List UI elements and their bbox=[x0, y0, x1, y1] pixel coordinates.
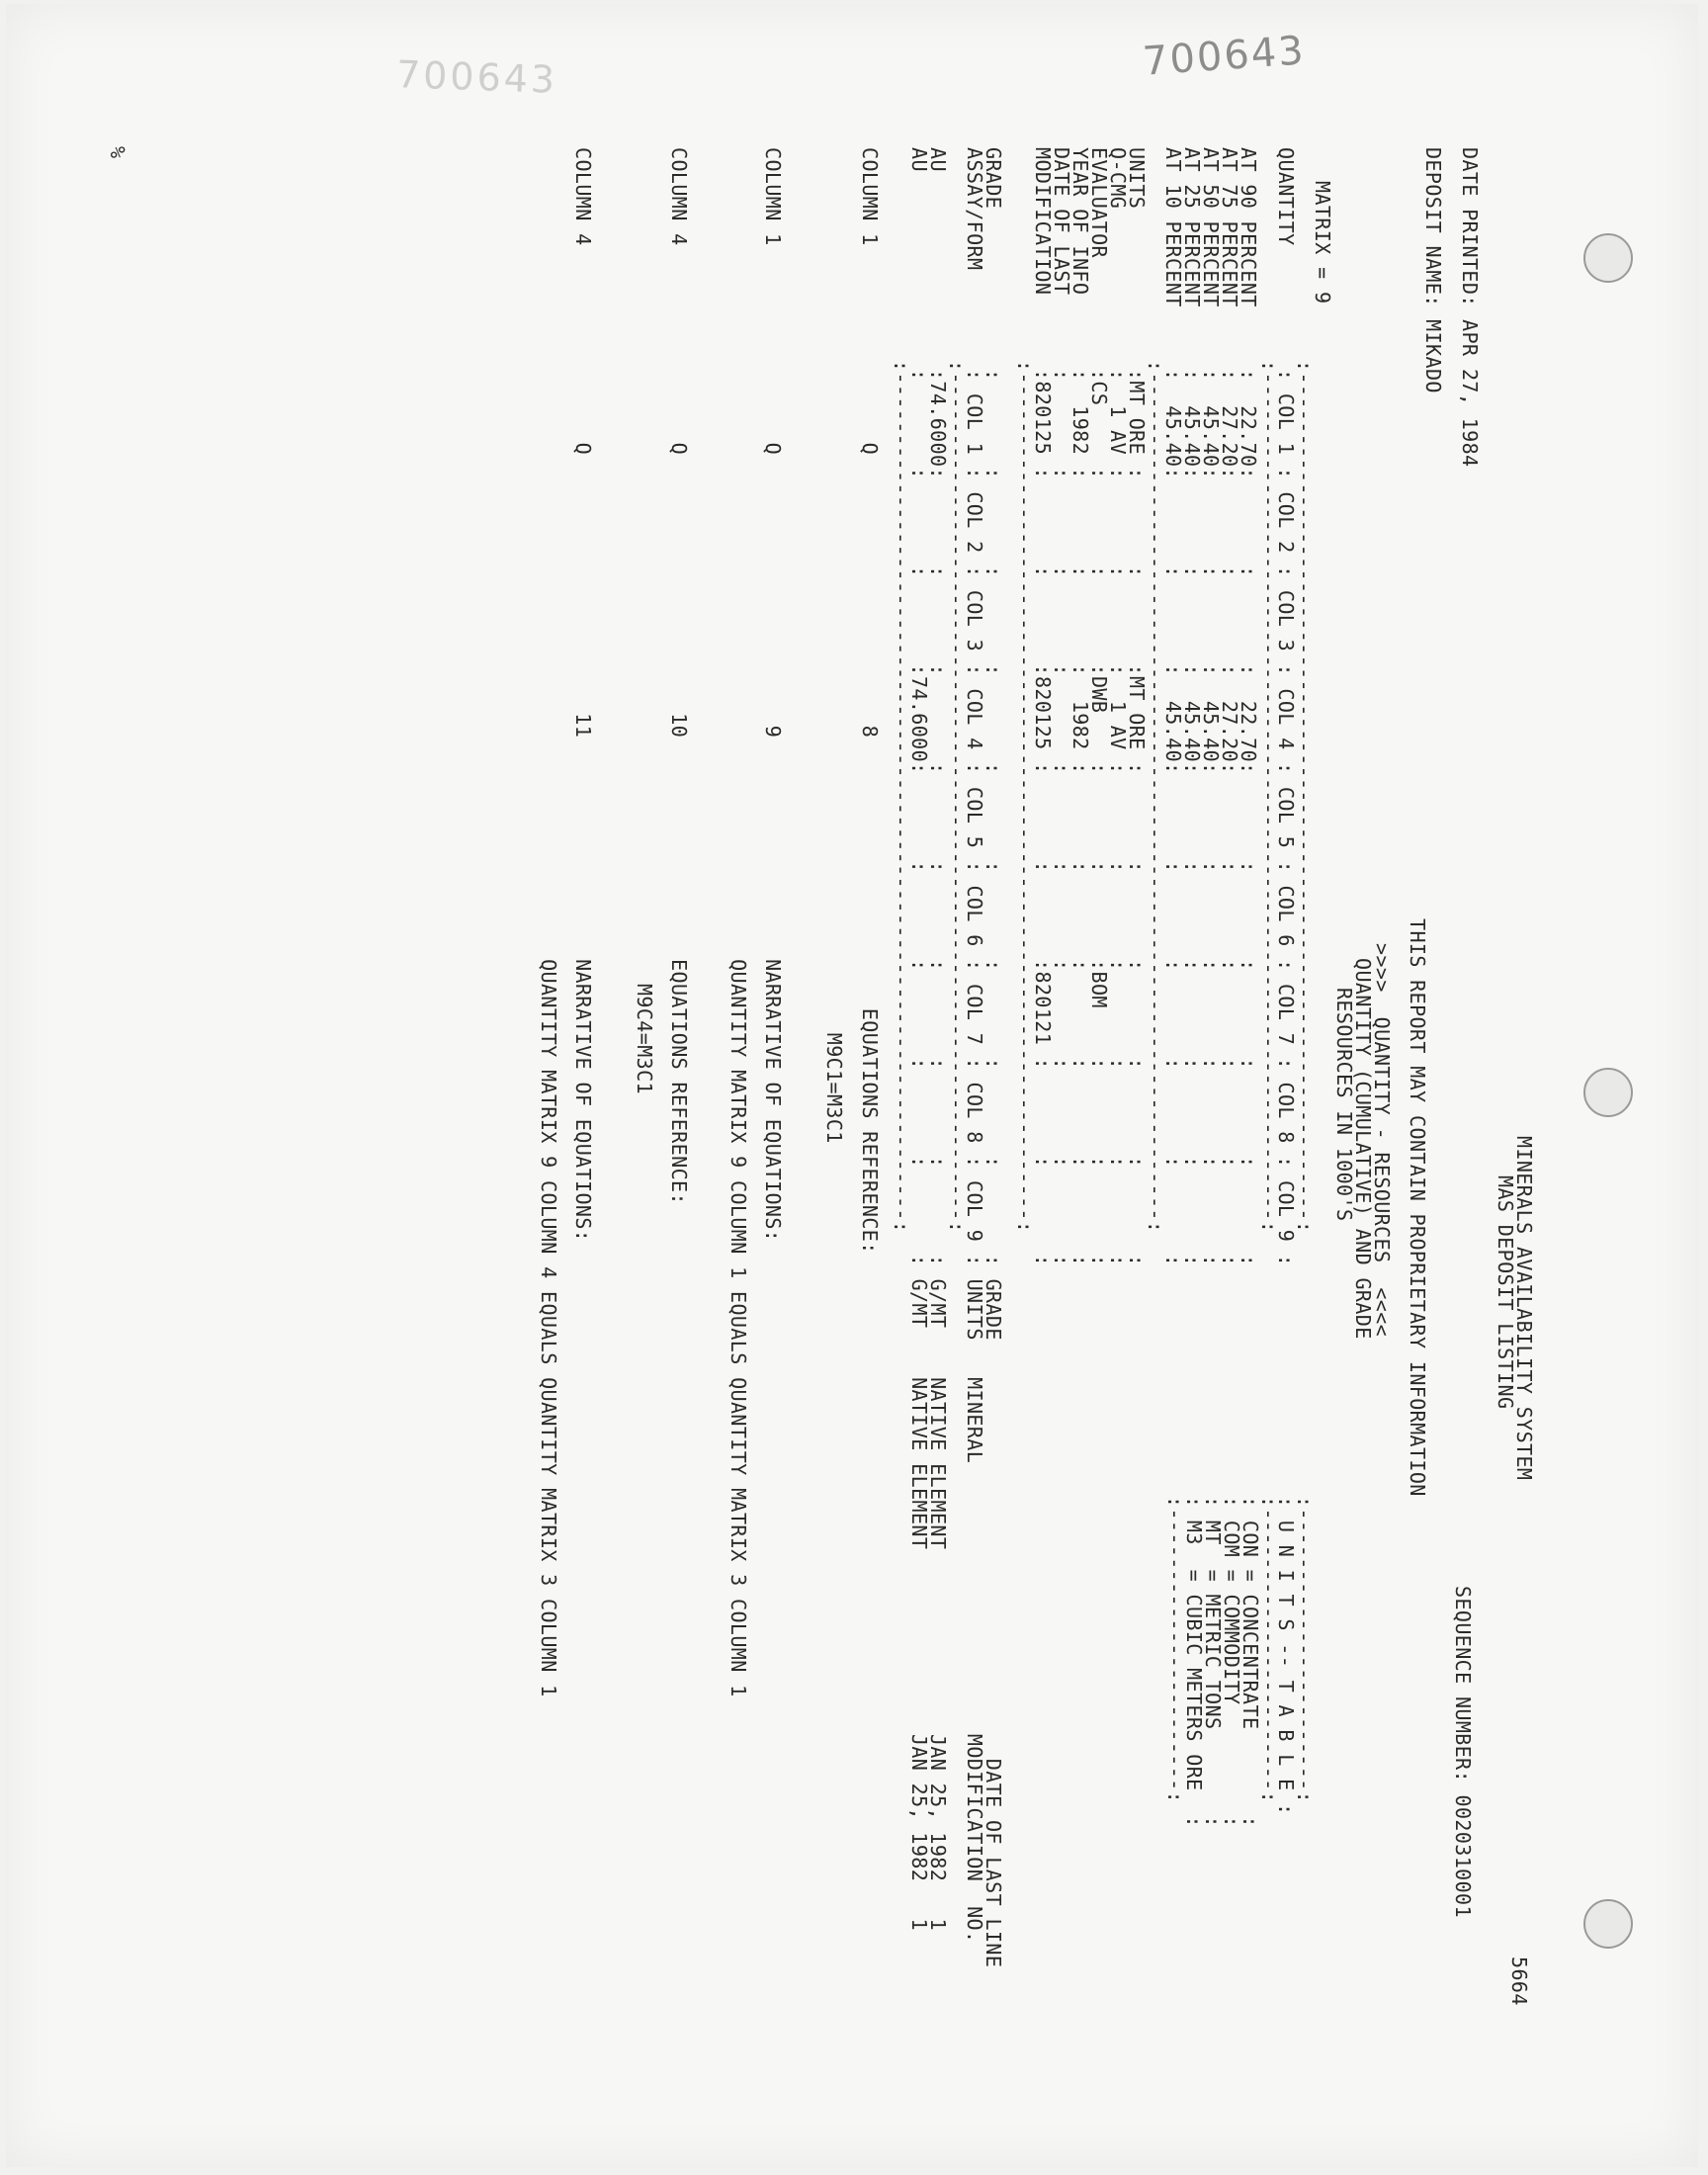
page-number: 5664 bbox=[1507, 1957, 1531, 2006]
handwritten-number: 700643 bbox=[1141, 28, 1308, 85]
quantity-row: MODIFICATION :820125 : : :820125 : : :820121 : : : bbox=[1031, 147, 1055, 1267]
equation-line: COLUMN 1 Q 9 NARRATIVE OF EQUATIONS: bbox=[761, 147, 785, 1243]
quantity-row: Q-CMG : 1 AV : : : 1 AV : : : : : : bbox=[1106, 147, 1130, 1267]
matrix-label: MATRIX = 9 bbox=[1311, 181, 1334, 304]
grade-row: AU : : : :74.6000: : : : : : G/MT NATIVE ELEMENT JAN 25, 1982 1 bbox=[907, 147, 931, 1931]
date-printed: DATE PRINTED: APR 27, 1984 bbox=[1458, 147, 1482, 468]
grade-header-row: GRADE : : : : : : : : : : GRADE DATE OF LAST LINE bbox=[982, 147, 1005, 1968]
punch-hole-bottom bbox=[1583, 1899, 1633, 1949]
equation-line: COLUMN 4 Q 10 EQUATIONS REFERENCE: bbox=[667, 147, 691, 1205]
quantity-row: AT 90 PERCENT : 22.70: : : 22.70: : : : : : bbox=[1237, 147, 1260, 1267]
equation-line: QUANTITY MATRIX 9 COLUMN 4 EQUALS QUANTITY MATRIX 3 COLUMN 1 bbox=[537, 147, 560, 1697]
section-subtitle-2: RESOURCES IN 1000'S bbox=[1332, 988, 1356, 1222]
grade-row: AU :74.6000: : : : : : : : : G/MT NATIVE ELEMENT JAN 25, 1982 1 bbox=[926, 147, 950, 1931]
system-title: MINERALS AVAILABILITY SYSTEM bbox=[1512, 1136, 1536, 1481]
quantity-table-border: :---------------------------------------------------------------------: bbox=[1144, 360, 1167, 1234]
quantity-table-border: :---------------------------------------------------------------------: bbox=[1293, 360, 1317, 1234]
deposit-name: DEPOSIT NAME: MIKADO bbox=[1421, 147, 1445, 393]
listing-title: MAS DEPOSIT LISTING bbox=[1494, 1175, 1517, 1410]
units-table-border-mid: :-----------------------: bbox=[1257, 1496, 1281, 1804]
quantity-table-border: :---------------------------------------------------------------------: bbox=[1257, 360, 1281, 1234]
units-table-row: : MT = METRIC TONS : bbox=[1201, 1496, 1225, 1828]
sequence-number: SEQUENCE NUMBER: 0020310001 bbox=[1451, 1586, 1475, 1918]
quantity-row: UNITS :MT ORE : : :MT ORE : : : : : : bbox=[1125, 147, 1149, 1267]
quantity-row: DATE OF LAST : : : : : : : : : : bbox=[1050, 147, 1073, 1267]
equation-line: COLUMN 4 Q 11 NARRATIVE OF EQUATIONS: bbox=[571, 147, 595, 1243]
section-subtitle-1: QUANTITY (CUMULATIVE) AND GRADE bbox=[1351, 958, 1375, 1340]
units-table-row: : CON = CONCENTRATE : bbox=[1238, 1496, 1262, 1828]
equation-line: M9C4=M3C1 bbox=[633, 147, 656, 1094]
grade-header-row: ASSAY/FORM : COL 1 : COL 2 : COL 3 : COL 4 : COL 5 : COL 6 : COL 7 : COL 8 : COL 9 : UNITS MINERAL MODIFICATION NO. bbox=[963, 147, 986, 1944]
units-table-row: : M3 = CUBIC METERS ORE : bbox=[1182, 1496, 1206, 1828]
grade-table-border: :---------------------------------------------------------------------: bbox=[890, 360, 913, 1234]
footer-mark: % bbox=[106, 146, 129, 159]
equation-line: COLUMN 1 Q 8 EQUATIONS REFERENCE: bbox=[858, 147, 882, 1255]
proprietary-notice: THIS REPORT MAY CONTAIN PROPRIETARY INFORMATION bbox=[1406, 918, 1429, 1497]
units-table-row: : U N I T S -- T A B L E : bbox=[1274, 1496, 1298, 1816]
quantity-table-border: :---------------------------------------------------------------------: bbox=[1013, 360, 1037, 1234]
quantity-row: AT 75 PERCENT : 27.20: : : 27.20: : : : : : bbox=[1218, 147, 1241, 1267]
quantity-row: AT 50 PERCENT : 45.40: : : 45.40: : : : : : bbox=[1199, 147, 1223, 1267]
quantity-row: AT 25 PERCENT : 45.40: : : 45.40: : : : : : bbox=[1180, 147, 1204, 1267]
quantity-row: AT 10 PERCENT : 45.40: : : 45.40: : : : : : bbox=[1161, 147, 1185, 1267]
quantity-row: EVALUATOR :CS : : :DWB : : :BOM : : : bbox=[1087, 147, 1111, 1267]
ghost-number: 700643 bbox=[395, 52, 558, 102]
rotated-printout bbox=[110, 147, 1536, 2164]
quantity-row: YEAR OF INFO : 1982 : : : 1982 : : : : : : bbox=[1068, 147, 1092, 1267]
quantity-header-row: QUANTITY : COL 1 : COL 2 : COL 3 : COL 4 : COL 5 : COL 6 : COL 7 : COL 8 : COL 9 : bbox=[1274, 147, 1298, 1267]
units-table-row: : COM = COMMODITY : bbox=[1220, 1496, 1243, 1828]
equation-line: QUANTITY MATRIX 9 COLUMN 1 EQUALS QUANTITY MATRIX 3 COLUMN 1 bbox=[726, 147, 750, 1697]
grade-table-border: :---------------------------------------------------------------------: bbox=[945, 360, 969, 1234]
equation-line: M9C1=M3C1 bbox=[822, 147, 846, 1144]
document-page bbox=[6, 4, 1698, 2167]
section-heading: >>>> QUANTITY - RESOURCES <<<< bbox=[1370, 943, 1394, 1338]
units-table-border-bottom: :-----------------------: bbox=[1163, 1496, 1187, 1804]
units-table-border-top: :-----------------------: bbox=[1293, 1496, 1317, 1804]
punch-hole-top bbox=[1583, 233, 1633, 283]
punch-hole-middle bbox=[1583, 1068, 1633, 1117]
